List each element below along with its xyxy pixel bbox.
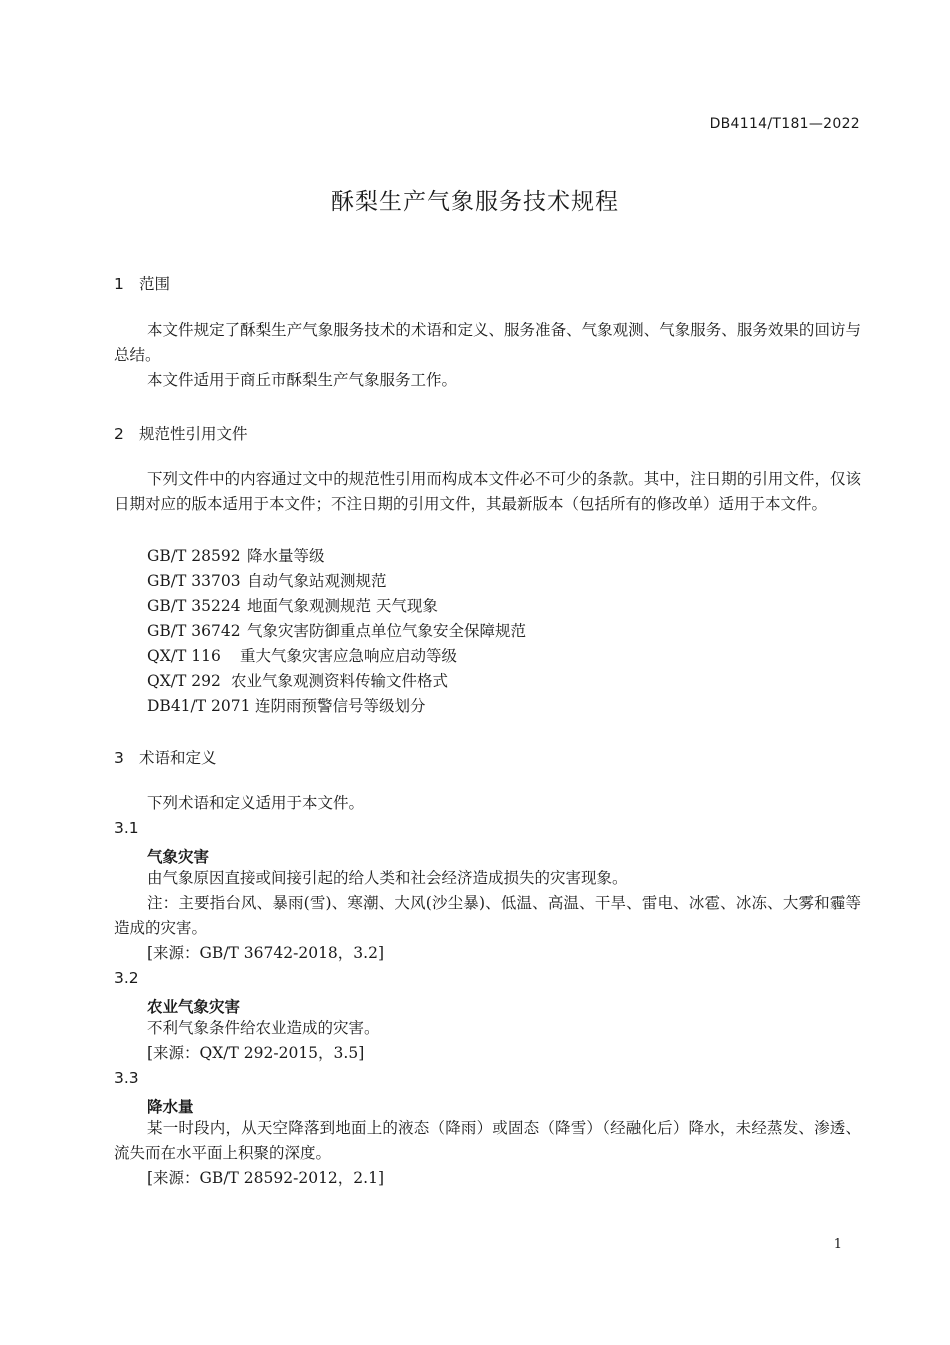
document-title: 酥梨生产气象服务技术规程 [331,189,619,215]
section-3-heading [114,746,217,768]
term-source: [来源：QX/T 292-2015，3.5] [147,1044,365,1062]
term-number: 3.2 [114,969,139,987]
term-source: [来源：GB/T 36742-2018，3.2] [147,944,384,962]
section-1-paragraph-1: 本文件规定了酥梨生产气象服务技术的术语和定义、服务准备、气象观测、气象服务、服务效果的回访与总结。 [114,321,861,364]
term-note: 注：主要指台风、暴雨(雪)、寒潮、大风(沙尘暴)、低温、高温、干旱、雷电、冰雹、冰冻、大雾和霾等造成的灾害。 [114,894,861,937]
term-number: 3.3 [114,1069,139,1087]
reference-item [147,669,448,691]
term-number: 3.1 [114,819,139,837]
reference-name: 自动气象站观测规范 [247,572,387,590]
reference-name: 农业气象观测资料传输文件格式 [231,672,449,690]
reference-code: GB/T 28592 [147,547,241,565]
term-name: 降水量 [147,1098,194,1116]
reference-code: GB/T 35224 [147,597,241,615]
section-2-intro: 下列文件中的内容通过文中的规范性引用而构成本文件必不可少的条款。其中，注日期的引用文件，仅该日期对应的版本适用于本文件；不注日期的引用文件，其最新版本（包括所有的修改单）适用于本文件。 [114,470,861,513]
section-title: 术语和定义 [139,749,217,767]
term-source: [来源：GB/T 28592-2012，2.1] [147,1169,384,1187]
section-number: 1 [114,275,124,293]
term-definition: 由气象原因直接或间接引起的给人类和社会经济造成损失的灾害现象。 [147,869,628,887]
reference-code: QX/T 116 [147,647,221,665]
reference-name: 重大气象灾害应急响应启动等级 [240,647,458,665]
section-title: 范围 [139,275,171,293]
reference-item [147,569,387,591]
section-3-intro: 下列术语和定义适用于本文件。 [147,794,365,812]
reference-item [147,619,526,641]
reference-name: 地面气象观测规范 天气现象 [247,597,438,615]
section-2-heading [114,422,248,444]
section-title: 规范性引用文件 [139,425,248,443]
section-1-heading [114,272,170,294]
reference-code: DB41/T 2071 [147,697,251,715]
section-1-paragraph-2: 本文件适用于商丘市酥梨生产气象服务工作。 [147,371,458,389]
section-number: 3 [114,749,124,767]
term-definition: 不利气象条件给农业造成的灾害。 [147,1019,380,1037]
reference-item [147,594,438,616]
term-definition: 某一时段内，从天空降落到地面上的液态（降雨）或固态（降雪）（经融化后）降水，未经蒸发、渗透、流失而在水平面上积聚的深度。 [114,1119,861,1162]
reference-code: GB/T 36742 [147,622,241,640]
document-number: DB4114/T181—2022 [709,116,860,132]
reference-code: QX/T 292 [147,672,221,690]
section-number: 2 [114,425,124,443]
reference-item [147,694,426,716]
reference-code: GB/T 33703 [147,572,241,590]
page-number: 1 [833,1237,842,1252]
reference-name: 连阴雨预警信号等级划分 [255,697,426,715]
reference-name: 气象灾害防御重点单位气象安全保障规范 [247,622,527,640]
reference-name: 降水量等级 [247,547,325,565]
term-name: 农业气象灾害 [147,998,241,1016]
reference-item [147,544,325,566]
term-name: 气象灾害 [147,848,210,866]
reference-item [147,644,457,666]
